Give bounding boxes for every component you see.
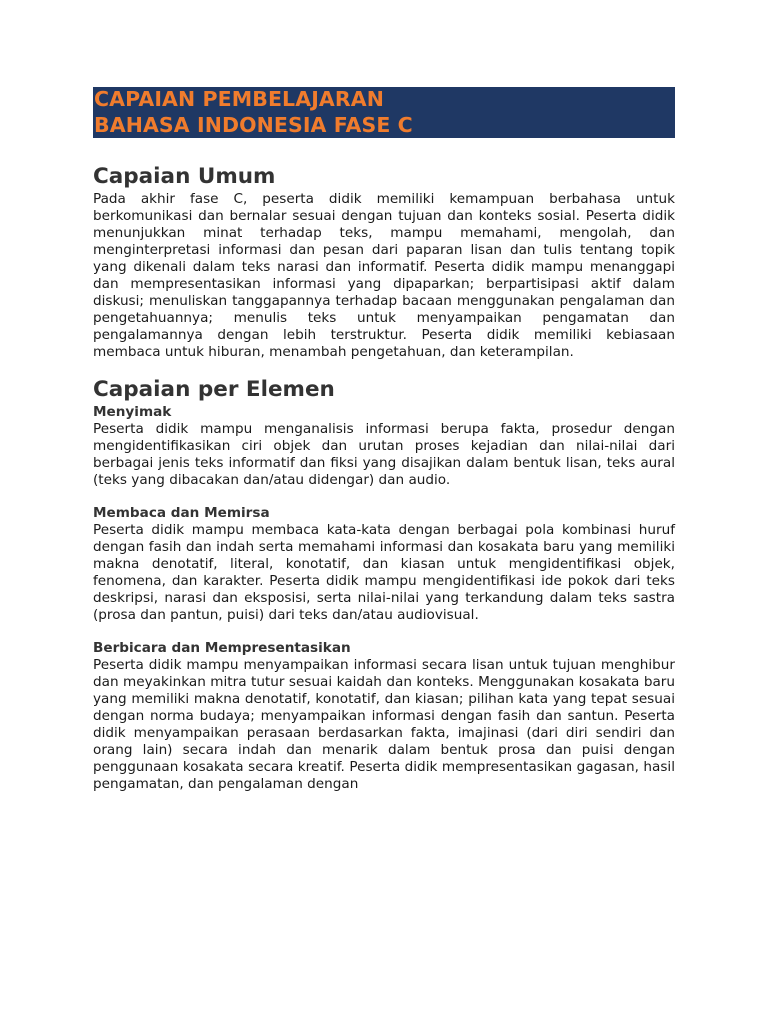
paragraph-berbicara-dan-mempresentasikan: Peserta didik mampu menyampaikan informasi secara lisan untuk tujuan menghibur dan meyakinkan mitra tutur sesuai kaidah dan konteks. Menggunakan kosakata baru yang memiliki makna denotatif, konotatif, dan kiasan; pilihan kata yang tepat sesuai dengan norma budaya; menyampaikan informasi dengan fasih dan santun. Peserta didik menyampaikan perasaan berdasarkan fakta, imajinasi (dari diri sendiri dan orang lain) secara indah dan menarik dalam bentuk prosa dan puisi dengan penggunaan kosakata secara kreatif. Peserta didik mempresentasikan gagasan, hasil pengamatan, dan pengalaman dengan (93, 657, 675, 792)
subheading-membaca-dan-memirsa: Membaca dan Memirsa (93, 505, 270, 521)
heading-capaian-per-elemen: Capaian per Elemen (93, 377, 335, 402)
title-line-1: CAPAIAN PEMBELAJARAN (94, 87, 384, 111)
paragraph-menyimak: Peserta didik mampu menganalisis informasi berupa fakta, prosedur dengan mengidentifikasikan ciri objek dan urutan proses kejadian dan nilai-nilai dari berbagai jenis teks informatif dan fiksi yang disajikan dalam bentuk lisan, teks aural (teks yang dibacakan dan/atau didengar) dan audio. (93, 421, 675, 488)
subheading-menyimak: Menyimak (93, 404, 172, 420)
paragraph-membaca-dan-memirsa: Peserta didik mampu membaca kata-kata dengan berbagai pola kombinasi huruf dengan fasih dan indah serta memahami informasi dan kosakata baru yang memiliki makna denotatif, literal, konotatif, dan kiasan untuk mengidentifikasi objek, fenomena, dan karakter. Peserta didik mampu mengidentifikasi ide pokok dari teks deskripsi, narasi dan eksposisi, serta nilai-nilai yang terkandung dalam teks sastra (prosa dan pantun, puisi) dari teks dan/atau audiovisual. (93, 522, 675, 623)
title-line-2: BAHASA INDONESIA FASE C (94, 112, 413, 137)
paragraph-capaian-umum: Pada akhir fase C, peserta didik memiliki kemampuan berbahasa untuk berkomunikasi dan bernalar sesuai dengan tujuan dan konteks sosial. Peserta didik menunjukkan minat terhadap teks, mampu memahami, mengolah, dan menginterpretasi informasi dan pesan dari paparan lisan dan tulis tentang topik yang dikenali dalam teks narasi dan informatif. Peserta didik mampu menanggapi dan mempresentasikan informasi yang dipaparkan; berpartisipasi aktif dalam diskusi; menuliskan tanggapannya terhadap bacaan menggunakan pengalaman dan pengetahuannya; menulis teks untuk menyampaikan pengamatan dan pengalamannya dengan lebih terstruktur. Peserta didik memiliki kebiasaan membaca untuk hiburan, menambah pengetahuan, dan keterampilan. (93, 191, 675, 360)
heading-capaian-umum: Capaian Umum (93, 164, 276, 189)
subheading-berbicara-dan-mempresentasikan: Berbicara dan Mempresentasikan (93, 640, 351, 656)
title-banner (93, 87, 675, 138)
document-page (93, 87, 675, 793)
